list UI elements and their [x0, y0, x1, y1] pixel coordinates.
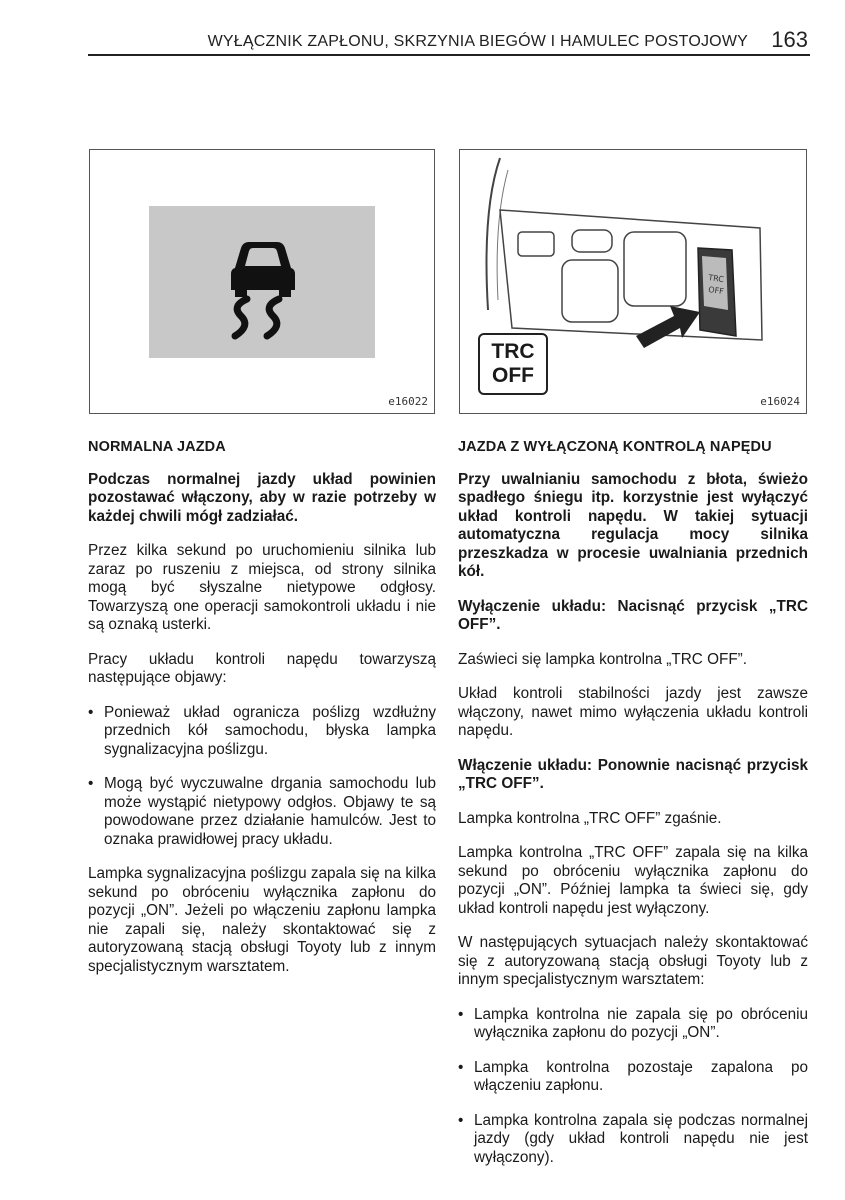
trc-label-line1: TRC: [491, 340, 535, 363]
page-number: 163: [771, 27, 808, 52]
figure-trc-off-switch: [459, 149, 807, 414]
trc-label-line2: OFF: [492, 364, 534, 387]
bullet-list: [88, 704, 436, 850]
header-title: WYŁĄCZNIK ZAPŁONU, SKRZYNIA BIEGÓW I HAMULEC POSTOJOWY: [207, 33, 748, 50]
figure-slip-indicator: [89, 149, 435, 414]
list-item: • Ponieważ układ ogranicza poślizg wzdłużny przednich kół samochodu, błyska lampka sygnalizacyjna poślizgu.: [88, 704, 436, 760]
paragraph: Pracy układu kontroli napędu towarzyszą następujące objawy:: [88, 650, 436, 686]
list-item: • Mogą być wyczuwalne drgania samochodu lub może wystąpić nietypowy odgłos. Objawy te są powodowane przez działanie hamulców. Jest to oznaka prawidłowej pracy układu.: [88, 775, 436, 849]
paragraph: Przez kilka sekund po uruchomieniu silnika lub zaraz po ruszeniu z miejsca, od strony silnika mogą być słyszalne nietypowe odgłosy. Towarzyszą one operacji samokontroli układu i nie są oznaką usterki.: [88, 542, 436, 633]
paragraph: W następujących sytuacjach należy skontaktować się z autoryzowaną stacją obsługi Toyoty lub z innym specjalistycznym warsztatem:: [458, 934, 808, 988]
svg-text:OFF: OFF: [707, 285, 725, 297]
paragraph: Układ kontroli stabilności jazdy jest zawsze włączony, nawet mimo wyłączenia układu kontroli napędu.: [458, 685, 808, 739]
paragraph: Lampka sygnalizacyjna poślizgu zapala się na kilka sekund po obróceniu wyłącznika zapłonu do pozycji „ON”. Jeżeli po włączeniu zapłonu lampka nie zapali się, należy skontaktować się z autoryzowaną stacją obsługi Toyoty lub z innym specjalistycznym warsztatem.: [88, 865, 436, 975]
figure-code: e16024: [760, 395, 800, 408]
instruction-on: Włączenie układu: Ponownie nacisnąć przycisk „TRC OFF”.: [458, 756, 808, 792]
bullet-list: [458, 1006, 808, 1168]
right-column: [458, 438, 808, 1183]
section-heading: JAZDA Z WYŁĄCZONĄ KONTROLĄ NAPĘDU: [458, 439, 772, 455]
list-item: • Lampka kontrolna pozostaje zapalona po włączeniu zapłonu.: [458, 1059, 808, 1096]
paragraph: Lampka kontrolna „TRC OFF” zgaśnie.: [458, 809, 722, 827]
section-heading: NORMALNA JAZDA: [88, 439, 226, 455]
page-header: [88, 24, 810, 56]
svg-text:TRC: TRC: [707, 273, 725, 285]
intro-paragraph: Podczas normalnej jazdy układ powinien pozostawać włączony, aby w razie potrzeby w każdej chwili mógł zadziałać.: [88, 470, 436, 525]
paragraph: Lampka kontrolna „TRC OFF” zapala się na kilka sekund po obróceniu wyłącznika zapłonu do pozycji „ON”. Później lampka ta świeci się, gdy układ kontroli napędu jest wyłączony.: [458, 844, 808, 917]
instruction-off: Wyłączenie układu: Nacisnąć przycisk „TRC OFF”.: [458, 597, 808, 633]
paragraph: Zaświeci się lampka kontrolna „TRC OFF”.: [458, 650, 748, 668]
list-item: • Lampka kontrolna zapala się podczas normalnej jazdy (gdy układ kontroli napędu nie jest wyłączony).: [458, 1112, 808, 1168]
slip-indicator-icon: [149, 206, 375, 358]
trc-off-label: [478, 333, 548, 395]
list-item: • Lampka kontrolna nie zapala się po obróceniu wyłącznika zapłonu do pozycji „ON”.: [458, 1006, 808, 1043]
intro-paragraph: Przy uwalnianiu samochodu z błota, świeżo spadłego śniegu itp. korzystnie jest wyłączyć układ kontroli napędu. W takiej sytuacji automatyczna regulacja mocy silnika przeszkadza w procesie uwalniania przednich kół.: [458, 470, 808, 580]
figure-code: e16022: [388, 395, 428, 408]
indicator-panel: [149, 206, 375, 358]
left-column: [88, 438, 436, 992]
